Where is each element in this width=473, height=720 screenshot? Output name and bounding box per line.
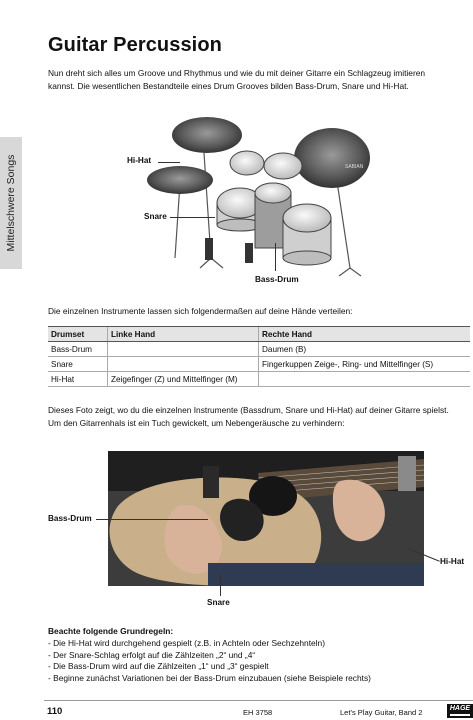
bass-drum	[255, 183, 291, 203]
guitar-label-snare: Snare	[207, 598, 230, 607]
book-title: Let’s Play Guitar, Band 2	[340, 708, 423, 717]
table-intro: Die einzelnen Instrumente lassen sich folgendermaßen auf deine Hände verteilen:	[48, 306, 353, 316]
hand-distribution-table	[48, 326, 470, 387]
page-title: Guitar Percussion	[48, 34, 222, 56]
neck-cloth	[398, 456, 416, 491]
cell-drumset: Bass-Drum	[48, 342, 108, 357]
chapter-side-tab	[0, 137, 22, 269]
cell-left-hand: Zeigefinger (Z) und Mittelfinger (M)	[108, 372, 259, 387]
header-right-hand: Rechte Hand	[259, 327, 471, 342]
cell-drumset: Snare	[48, 357, 108, 372]
table-row	[48, 357, 470, 372]
guitar-leader-snare	[220, 574, 221, 596]
header-left-hand: Linke Hand	[108, 327, 259, 342]
drum-label-bassdrum: Bass-Drum	[255, 275, 299, 284]
list-item: - Die Bass-Drum wird auf die Zählzeiten „1“ und „3“ gespielt	[48, 661, 269, 672]
page-number: 110	[47, 706, 63, 717]
hihat-pedal	[205, 238, 213, 260]
tom-medium	[264, 153, 302, 179]
ride-cymbal	[294, 128, 370, 188]
edition-code: EH 3758	[243, 708, 273, 717]
crash-cymbal	[172, 117, 242, 153]
cell-left-hand	[108, 342, 259, 357]
hihat-cymbal	[147, 166, 213, 194]
cell-drumset: Hi-Hat	[48, 372, 108, 387]
publisher-logo-text: HAGE	[449, 705, 471, 712]
header-drumset: Drumset	[48, 327, 108, 342]
cell-right-hand: Daumen (B)	[259, 342, 471, 357]
drum-leader-bassdrum	[275, 243, 276, 271]
cymbal-brand: SABIAN	[345, 164, 364, 170]
cell-right-hand: Fingerkuppen Zeige-, Ring- und Mittelfinger (S)	[259, 357, 471, 372]
rules-list	[48, 638, 371, 684]
guitar-label-hihat: Hi-Hat	[440, 557, 465, 566]
drum-leader-hihat	[158, 162, 180, 163]
table-header-row	[48, 327, 470, 342]
chapter-side-tab-label: Mittelschwere Songs	[5, 154, 17, 252]
tom-small	[230, 151, 264, 175]
list-item: - Beginne zunächst Variationen bei der Bass-Drum einzubauen (siehe Beispiele rechts)	[48, 672, 371, 683]
photo-description: Dieses Foto zeigt, wo du die einzelnen Instrumente (Bassdrum, Snare und Hi-Hat) auf deiner Gitarre spielst. Um den Gitarrenhals ist ein Tuch gewickelt, um Nebengeräusche zu verhindern:	[48, 405, 449, 428]
drum-label-hihat: Hi-Hat	[127, 156, 152, 165]
bass-pedal	[245, 243, 253, 263]
cell-right-hand	[259, 372, 471, 387]
guitar-label-bassdrum: Bass-Drum	[48, 514, 92, 523]
guitar-bridge	[203, 466, 219, 498]
intro-paragraph: Nun dreht sich alles um Groove und Rhythmus und wie du mit deiner Gitarre ein Schlagzeug imitieren kannst. Die wesentlichen Bestandteile eines Drum Grooves bilden Bass-Drum, Snare und Hi-Hat.	[48, 68, 426, 91]
floor-tom	[283, 204, 331, 232]
publisher-logo	[447, 704, 473, 718]
drum-label-snare: Snare	[144, 212, 167, 221]
guitar-leader-bassdrum	[96, 519, 208, 520]
drum-leader-snare	[170, 217, 215, 218]
table-row	[48, 372, 470, 387]
rules-heading: Beachte folgende Grundregeln:	[48, 626, 174, 636]
cell-left-hand	[108, 357, 259, 372]
drumkit-illustration	[125, 108, 370, 288]
jeans	[208, 563, 424, 586]
drumkit-photo	[125, 108, 370, 288]
footer-divider	[44, 700, 473, 701]
list-item: - Die Hi-Hat wird durchgehend gespielt (z.B. in Achteln oder Sechzehnteln)	[48, 638, 325, 648]
table-row	[48, 342, 470, 357]
list-item: - Der Snare-Schlag erfolgt auf die Zählzeiten „2“ und „4“	[48, 649, 256, 660]
